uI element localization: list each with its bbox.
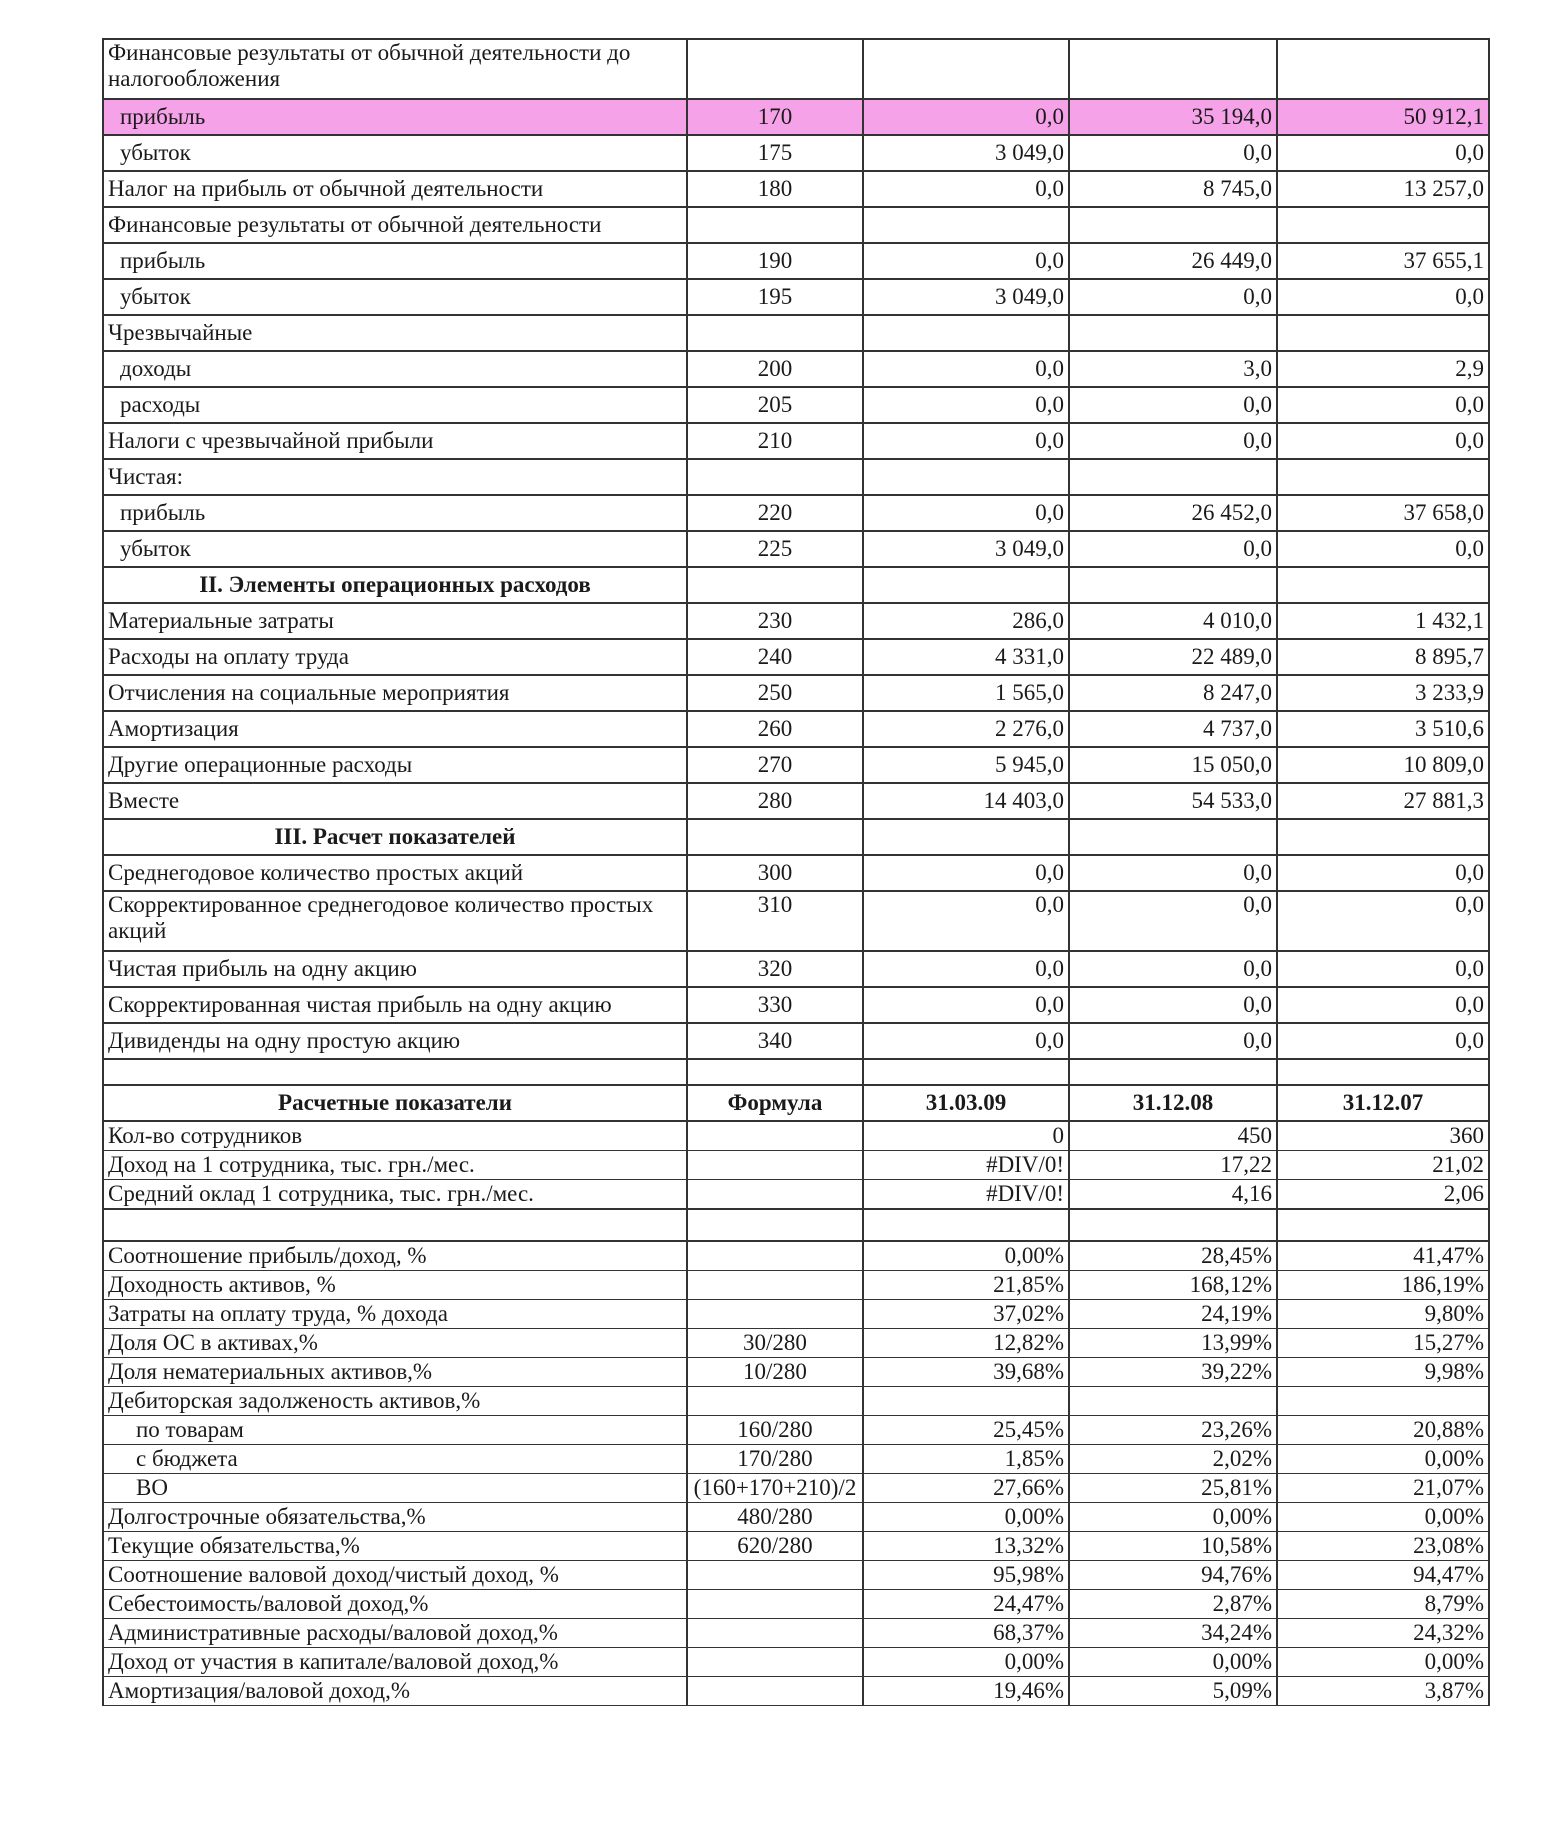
row-value-3: [1277, 1387, 1489, 1416]
row-label: Кол-во сотрудников: [103, 1121, 687, 1151]
row-code: [687, 1300, 863, 1329]
row-label: Доход от участия в капитале/валовой доход,%: [103, 1648, 687, 1677]
row-label: расходы: [103, 387, 687, 423]
row-value-3: [1277, 1209, 1489, 1241]
header-label: Расчетные показатели: [103, 1085, 687, 1121]
row-value-3: 8 895,7: [1277, 639, 1489, 675]
row-value-1: 95,98%: [863, 1561, 1069, 1590]
row-value-3: 37 658,0: [1277, 495, 1489, 531]
row-label: Вместе: [103, 783, 687, 819]
row-value-1: 0,0: [863, 351, 1069, 387]
row-code: [687, 1677, 863, 1706]
row-code: 280: [687, 783, 863, 819]
spacer-cell: [1069, 1059, 1277, 1085]
row-label: убыток: [103, 135, 687, 171]
row-code: 320: [687, 951, 863, 987]
row-value-1: 1,85%: [863, 1445, 1069, 1474]
row-code: 200: [687, 351, 863, 387]
table-row: [103, 243, 1489, 279]
row-value-1: 0,0: [863, 951, 1069, 987]
row-code: 220: [687, 495, 863, 531]
row-label: с бюджета: [103, 1445, 687, 1474]
row-label: Чистая:: [103, 459, 687, 495]
table-row: [103, 459, 1489, 495]
row-value-2: 4,16: [1069, 1180, 1277, 1210]
row-code: [687, 1209, 863, 1241]
indicators-header-row: [103, 1085, 1489, 1121]
row-value-1: 0,0: [863, 891, 1069, 951]
row-label: III. Расчет показателей: [103, 819, 687, 855]
table-row: [103, 1677, 1489, 1706]
row-code: 330: [687, 987, 863, 1023]
row-value-2: 0,0: [1069, 855, 1277, 891]
row-code: 230: [687, 603, 863, 639]
row-code: 175: [687, 135, 863, 171]
row-code: 480/280: [687, 1503, 863, 1532]
table-row: [103, 1590, 1489, 1619]
row-label: прибыль: [103, 495, 687, 531]
row-label: Финансовые результаты от обычной деятельности до налогообложения: [103, 39, 687, 99]
row-label: Соотношение прибыль/доход, %: [103, 1241, 687, 1271]
row-value-1: #DIV/0!: [863, 1180, 1069, 1210]
row-value-2: 26 452,0: [1069, 495, 1277, 531]
row-value-1: 0,0: [863, 171, 1069, 207]
row-label: Административные расходы/валовой доход,%: [103, 1619, 687, 1648]
row-code: 270: [687, 747, 863, 783]
row-value-2: [1069, 1209, 1277, 1241]
row-value-2: 22 489,0: [1069, 639, 1277, 675]
row-value-3: 0,0: [1277, 387, 1489, 423]
row-value-1: 0,0: [863, 495, 1069, 531]
row-label: Амортизация/валовой доход,%: [103, 1677, 687, 1706]
row-label: прибыль: [103, 243, 687, 279]
row-value-3: [1277, 459, 1489, 495]
row-value-3: 0,0: [1277, 135, 1489, 171]
row-value-2: 168,12%: [1069, 1271, 1277, 1300]
row-label: Среднегодовое количество простых акций: [103, 855, 687, 891]
row-label: Скорректированная чистая прибыль на одну акцию: [103, 987, 687, 1023]
row-value-2: 8 247,0: [1069, 675, 1277, 711]
row-value-2: 5,09%: [1069, 1677, 1277, 1706]
row-value-1: [863, 1209, 1069, 1241]
row-value-1: 68,37%: [863, 1619, 1069, 1648]
row-value-1: 1 565,0: [863, 675, 1069, 711]
table-row: [103, 987, 1489, 1023]
row-code: [687, 1561, 863, 1590]
row-label: II. Элементы операционных расходов: [103, 567, 687, 603]
row-code: 10/280: [687, 1358, 863, 1387]
row-label: ВО: [103, 1474, 687, 1503]
header-date-1: 31.03.09: [863, 1085, 1069, 1121]
spacer-cell: [863, 1059, 1069, 1085]
row-value-1: [863, 207, 1069, 243]
row-value-1: 19,46%: [863, 1677, 1069, 1706]
table-row: [103, 1023, 1489, 1059]
row-value-1: 37,02%: [863, 1300, 1069, 1329]
row-value-3: 41,47%: [1277, 1241, 1489, 1271]
spacer-cell: [103, 1059, 687, 1085]
table-row: [103, 1561, 1489, 1590]
row-value-1: 12,82%: [863, 1329, 1069, 1358]
row-value-2: 0,00%: [1069, 1503, 1277, 1532]
row-value-1: 0,0: [863, 243, 1069, 279]
row-value-2: 4 010,0: [1069, 603, 1277, 639]
table-row: [103, 99, 1489, 135]
row-value-2: 54 533,0: [1069, 783, 1277, 819]
row-label: Дебиторская задолженость активов,%: [103, 1387, 687, 1416]
row-value-2: 0,0: [1069, 987, 1277, 1023]
table-row: [103, 891, 1489, 951]
row-value-3: 9,80%: [1277, 1300, 1489, 1329]
row-value-2: 0,0: [1069, 951, 1277, 987]
table-row: [103, 711, 1489, 747]
table-row: [103, 855, 1489, 891]
row-value-3: 0,0: [1277, 891, 1489, 951]
row-code: [687, 567, 863, 603]
row-value-3: 3 510,6: [1277, 711, 1489, 747]
table-row: [103, 495, 1489, 531]
row-label: Отчисления на социальные мероприятия: [103, 675, 687, 711]
row-code: [687, 1180, 863, 1210]
row-value-1: [863, 567, 1069, 603]
row-value-1: 21,85%: [863, 1271, 1069, 1300]
row-value-2: 0,0: [1069, 279, 1277, 315]
row-label: Доля ОС в активах,%: [103, 1329, 687, 1358]
table-row: [103, 1180, 1489, 1210]
row-label: убыток: [103, 531, 687, 567]
row-value-3: 3 233,9: [1277, 675, 1489, 711]
table-row: [103, 387, 1489, 423]
row-label: Средний оклад 1 сотрудника, тыс. грн./мес.: [103, 1180, 687, 1210]
row-value-2: 8 745,0: [1069, 171, 1277, 207]
row-code: 210: [687, 423, 863, 459]
row-value-1: 286,0: [863, 603, 1069, 639]
row-label: Дивиденды на одну простую акцию: [103, 1023, 687, 1059]
row-value-3: 0,0: [1277, 531, 1489, 567]
row-code: 340: [687, 1023, 863, 1059]
row-code: 180: [687, 171, 863, 207]
row-value-3: 37 655,1: [1277, 243, 1489, 279]
row-code: [687, 459, 863, 495]
row-value-2: 34,24%: [1069, 1619, 1277, 1648]
row-value-2: [1069, 459, 1277, 495]
row-value-2: 26 449,0: [1069, 243, 1277, 279]
table-row: [103, 423, 1489, 459]
table-row: [103, 1619, 1489, 1648]
row-value-3: [1277, 207, 1489, 243]
row-value-3: 0,0: [1277, 1023, 1489, 1059]
table-row: [103, 783, 1489, 819]
row-label: Чистая прибыль на одну акцию: [103, 951, 687, 987]
table-row: [103, 1416, 1489, 1445]
row-code: 300: [687, 855, 863, 891]
row-value-3: [1277, 567, 1489, 603]
row-value-3: 0,0: [1277, 855, 1489, 891]
row-value-1: 3 049,0: [863, 531, 1069, 567]
row-value-1: 0,00%: [863, 1648, 1069, 1677]
table-row: [103, 351, 1489, 387]
row-value-3: 9,98%: [1277, 1358, 1489, 1387]
table-row: [103, 603, 1489, 639]
table-row: [103, 1209, 1489, 1241]
row-value-1: [863, 819, 1069, 855]
row-value-2: 25,81%: [1069, 1474, 1277, 1503]
row-code: [687, 819, 863, 855]
row-value-2: [1069, 315, 1277, 351]
row-value-2: [1069, 1387, 1277, 1416]
row-code: [687, 1387, 863, 1416]
row-label: Чрезвычайные: [103, 315, 687, 351]
row-code: 190: [687, 243, 863, 279]
row-value-1: 0,0: [863, 1023, 1069, 1059]
table-row: [103, 1300, 1489, 1329]
table-row: [103, 1445, 1489, 1474]
row-value-3: 50 912,1: [1277, 99, 1489, 135]
table-row: [103, 1241, 1489, 1271]
table-row: [103, 1271, 1489, 1300]
row-code: 225: [687, 531, 863, 567]
row-value-2: 0,0: [1069, 135, 1277, 171]
financial-report-sheet: [102, 38, 1488, 1706]
header-formula: Формула: [687, 1085, 863, 1121]
row-value-3: 0,0: [1277, 423, 1489, 459]
table-row: [103, 819, 1489, 855]
row-value-1: 13,32%: [863, 1532, 1069, 1561]
row-code: [687, 1619, 863, 1648]
row-label: Другие операционные расходы: [103, 747, 687, 783]
row-value-1: 27,66%: [863, 1474, 1069, 1503]
row-value-2: 24,19%: [1069, 1300, 1277, 1329]
row-code: [687, 315, 863, 351]
row-value-1: 5 945,0: [863, 747, 1069, 783]
row-value-3: [1277, 39, 1489, 99]
row-value-2: 23,26%: [1069, 1416, 1277, 1445]
row-value-3: 0,00%: [1277, 1648, 1489, 1677]
spacer-row: [103, 1059, 1489, 1085]
table-row: [103, 1474, 1489, 1503]
row-value-1: 3 049,0: [863, 279, 1069, 315]
row-value-3: [1277, 819, 1489, 855]
row-label: убыток: [103, 279, 687, 315]
spacer-cell: [1277, 1059, 1489, 1085]
row-label: Налог на прибыль от обычной деятельности: [103, 171, 687, 207]
row-code: 620/280: [687, 1532, 863, 1561]
row-value-3: 0,0: [1277, 951, 1489, 987]
table-row: [103, 1358, 1489, 1387]
row-value-3: 0,00%: [1277, 1445, 1489, 1474]
row-label: Расходы на оплату труда: [103, 639, 687, 675]
row-value-2: 35 194,0: [1069, 99, 1277, 135]
row-value-3: 24,32%: [1277, 1619, 1489, 1648]
row-value-2: 450: [1069, 1121, 1277, 1151]
table-row: [103, 639, 1489, 675]
row-value-1: 0,0: [863, 423, 1069, 459]
row-value-1: 39,68%: [863, 1358, 1069, 1387]
row-value-3: 186,19%: [1277, 1271, 1489, 1300]
row-label: Доля нематериальных активов,%: [103, 1358, 687, 1387]
row-value-2: 17,22: [1069, 1151, 1277, 1180]
header-date-3: 31.12.07: [1277, 1085, 1489, 1121]
row-value-1: [863, 1387, 1069, 1416]
row-value-1: 2 276,0: [863, 711, 1069, 747]
row-value-2: 10,58%: [1069, 1532, 1277, 1561]
table-row: [103, 207, 1489, 243]
row-value-1: 0,00%: [863, 1503, 1069, 1532]
row-value-1: 0,00%: [863, 1241, 1069, 1271]
row-code: (160+170+210)/2: [687, 1474, 863, 1503]
row-value-3: 13 257,0: [1277, 171, 1489, 207]
row-value-3: 0,00%: [1277, 1503, 1489, 1532]
row-value-1: 0,0: [863, 99, 1069, 135]
row-label: Налоги с чрезвычайной прибыли: [103, 423, 687, 459]
row-value-2: 2,02%: [1069, 1445, 1277, 1474]
row-code: 30/280: [687, 1329, 863, 1358]
row-value-2: 15 050,0: [1069, 747, 1277, 783]
row-value-1: 25,45%: [863, 1416, 1069, 1445]
row-value-2: [1069, 207, 1277, 243]
row-value-3: 20,88%: [1277, 1416, 1489, 1445]
row-value-3: 94,47%: [1277, 1561, 1489, 1590]
row-code: [687, 39, 863, 99]
row-label: Текущие обязательства,%: [103, 1532, 687, 1561]
row-value-3: 3,87%: [1277, 1677, 1489, 1706]
row-code: [687, 1590, 863, 1619]
row-code: [687, 1241, 863, 1271]
row-value-2: 4 737,0: [1069, 711, 1277, 747]
row-code: 250: [687, 675, 863, 711]
table-row: [103, 1121, 1489, 1151]
row-label: прибыль: [103, 99, 687, 135]
row-value-2: 94,76%: [1069, 1561, 1277, 1590]
row-value-2: [1069, 819, 1277, 855]
table-row: [103, 1648, 1489, 1677]
row-value-3: 360: [1277, 1121, 1489, 1151]
row-value-2: 0,0: [1069, 531, 1277, 567]
row-label: Соотношение валовой доход/чистый доход, %: [103, 1561, 687, 1590]
row-value-1: 4 331,0: [863, 639, 1069, 675]
row-value-3: 23,08%: [1277, 1532, 1489, 1561]
row-code: 160/280: [687, 1416, 863, 1445]
table-row: [103, 171, 1489, 207]
row-value-2: 0,0: [1069, 891, 1277, 951]
row-value-3: 8,79%: [1277, 1590, 1489, 1619]
row-code: [687, 1151, 863, 1180]
row-value-1: 24,47%: [863, 1590, 1069, 1619]
financial-results-table: [102, 38, 1490, 1706]
row-value-1: 0,0: [863, 855, 1069, 891]
row-label: Затраты на оплату труда, % дохода: [103, 1300, 687, 1329]
table-row: [103, 279, 1489, 315]
header-date-2: 31.12.08: [1069, 1085, 1277, 1121]
row-value-2: 28,45%: [1069, 1241, 1277, 1271]
table-row: [103, 315, 1489, 351]
row-label: Скорректированное среднегодовое количество простых акций: [103, 891, 687, 951]
row-code: [687, 207, 863, 243]
row-value-2: 39,22%: [1069, 1358, 1277, 1387]
table-row: [103, 1503, 1489, 1532]
row-code: 205: [687, 387, 863, 423]
table-row: [103, 531, 1489, 567]
row-value-3: 27 881,3: [1277, 783, 1489, 819]
table-row: [103, 1151, 1489, 1180]
row-code: 170: [687, 99, 863, 135]
row-label: Финансовые результаты от обычной деятельности: [103, 207, 687, 243]
spacer-cell: [687, 1059, 863, 1085]
row-label: Доход на 1 сотрудника, тыс. грн./мес.: [103, 1151, 687, 1180]
row-value-1: [863, 459, 1069, 495]
row-value-3: [1277, 315, 1489, 351]
row-label: Долгострочные обязательства,%: [103, 1503, 687, 1532]
row-value-2: 3,0: [1069, 351, 1277, 387]
row-value-3: 1 432,1: [1277, 603, 1489, 639]
row-value-2: 0,0: [1069, 1023, 1277, 1059]
row-code: 310: [687, 891, 863, 951]
row-value-3: 21,07%: [1277, 1474, 1489, 1503]
row-code: 240: [687, 639, 863, 675]
table-row: [103, 951, 1489, 987]
row-label: Амортизация: [103, 711, 687, 747]
table-row: [103, 1532, 1489, 1561]
row-value-2: 0,0: [1069, 423, 1277, 459]
row-label: Доходность активов, %: [103, 1271, 687, 1300]
row-value-3: 21,02: [1277, 1151, 1489, 1180]
table-row: [103, 747, 1489, 783]
row-value-1: [863, 39, 1069, 99]
table-row: [103, 675, 1489, 711]
row-value-3: 2,06: [1277, 1180, 1489, 1210]
row-value-1: 0,0: [863, 387, 1069, 423]
row-label: по товарам: [103, 1416, 687, 1445]
row-code: 260: [687, 711, 863, 747]
row-value-1: 3 049,0: [863, 135, 1069, 171]
row-code: 195: [687, 279, 863, 315]
row-value-3: 15,27%: [1277, 1329, 1489, 1358]
row-value-1: [863, 315, 1069, 351]
row-code: [687, 1121, 863, 1151]
row-value-1: 0: [863, 1121, 1069, 1151]
row-value-2: 13,99%: [1069, 1329, 1277, 1358]
row-value-2: [1069, 39, 1277, 99]
table-row: [103, 1387, 1489, 1416]
table-row: [103, 39, 1489, 99]
row-value-3: 2,9: [1277, 351, 1489, 387]
row-value-1: 0,0: [863, 987, 1069, 1023]
row-code: 170/280: [687, 1445, 863, 1474]
row-code: [687, 1271, 863, 1300]
row-value-3: 10 809,0: [1277, 747, 1489, 783]
row-value-1: 14 403,0: [863, 783, 1069, 819]
row-label: Себестоимость/валовой доход,%: [103, 1590, 687, 1619]
table-row: [103, 567, 1489, 603]
row-value-2: [1069, 567, 1277, 603]
table-row: [103, 1329, 1489, 1358]
row-code: [687, 1648, 863, 1677]
row-value-1: #DIV/0!: [863, 1151, 1069, 1180]
row-value-3: 0,0: [1277, 279, 1489, 315]
row-label: доходы: [103, 351, 687, 387]
row-value-2: 2,87%: [1069, 1590, 1277, 1619]
row-label: Материальные затраты: [103, 603, 687, 639]
row-value-3: 0,0: [1277, 987, 1489, 1023]
row-label: [103, 1209, 687, 1241]
table-row: [103, 135, 1489, 171]
row-value-2: 0,0: [1069, 387, 1277, 423]
row-value-2: 0,00%: [1069, 1648, 1277, 1677]
